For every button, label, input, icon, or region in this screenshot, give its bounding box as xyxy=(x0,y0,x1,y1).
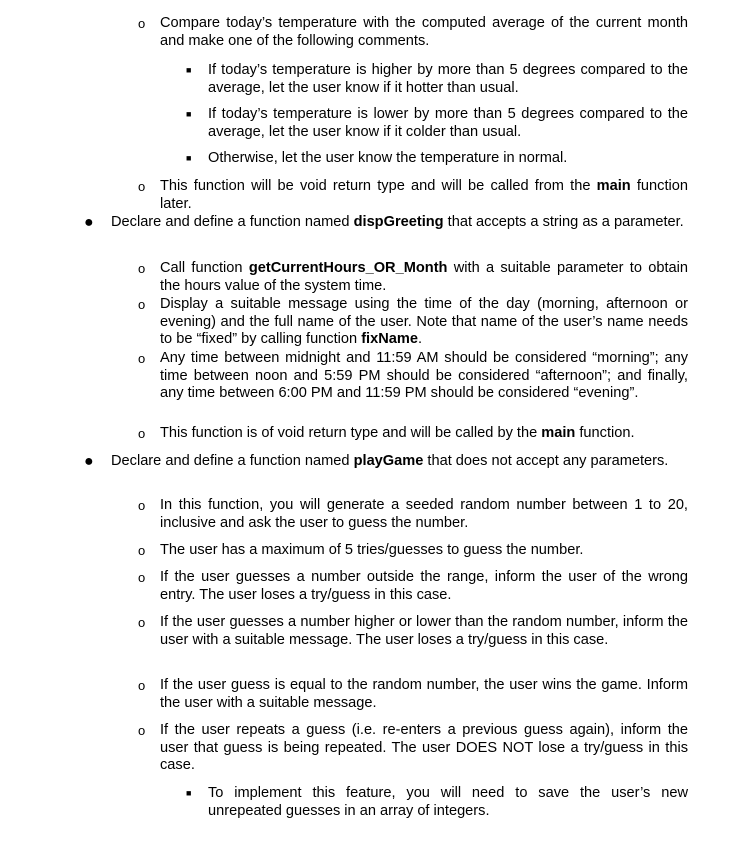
text-run: function later. xyxy=(160,178,688,212)
list-item-text xyxy=(160,722,688,775)
bold-term: dispGreeting xyxy=(353,214,444,230)
text-run: Declare and define a function named xyxy=(111,453,354,469)
list-item-level-2 xyxy=(138,15,688,50)
list-item-text xyxy=(208,62,688,97)
list-item-text xyxy=(160,569,688,604)
list-item-level-2 xyxy=(138,614,688,649)
bullet-circle-icon: o xyxy=(138,678,146,693)
text-run: function. xyxy=(575,425,635,441)
bold-term: playGame xyxy=(353,453,424,469)
bullet-square-icon: ■ xyxy=(186,788,192,798)
text-run: If today’s temperature is higher by more than 5 degrees compared to the average, let the user know if it hotter than usual. xyxy=(208,62,688,96)
bullet-circle-icon: o xyxy=(138,16,146,31)
list-item-level-2 xyxy=(138,497,688,532)
list-item-level-2 xyxy=(138,260,688,295)
bullet-circle-icon: o xyxy=(138,297,146,312)
bullet-square-icon: ■ xyxy=(186,109,192,119)
list-item-text xyxy=(160,677,688,712)
bullet-circle-icon: o xyxy=(138,351,146,366)
text-run: with a suitable parameter to obtain the hours value of the system time. xyxy=(160,260,688,294)
bullet-disc-icon: ● xyxy=(84,453,94,470)
list-item-text xyxy=(160,497,688,532)
bullet-circle-icon: o xyxy=(138,615,146,630)
list-item-text xyxy=(160,350,688,403)
bold-term: getCurrentHours_OR_Month xyxy=(248,260,448,276)
bullet-circle-icon: o xyxy=(138,543,146,558)
text-run: If the user repeats a guess (i.e. re-enters a previous guess again), inform the user that guess is being repeated. The user DOES NOT lose a try/guess in this case. xyxy=(160,722,688,773)
list-item-text xyxy=(160,614,688,649)
list-item-level-1 xyxy=(84,214,688,232)
list-item-level-2 xyxy=(138,569,688,604)
list-item-level-2 xyxy=(138,542,688,560)
text-run: In this function, you will generate a seeded random number between 1 to 20, inclusive and ask the user to guess the number. xyxy=(160,497,688,531)
list-item-text xyxy=(208,150,688,168)
list-item-text xyxy=(160,15,688,50)
text-run: The user has a maximum of 5 tries/guesses to guess the number. xyxy=(160,542,584,558)
text-run: . xyxy=(417,331,423,347)
bullet-circle-icon: o xyxy=(138,570,146,585)
bullet-disc-icon: ● xyxy=(84,214,94,231)
list-item-level-3 xyxy=(186,785,688,820)
bullet-circle-icon: o xyxy=(138,426,146,441)
text-run: If the user guesses a number outside the range, inform the user of the wrong entry. The user loses a try/guess in this case. xyxy=(160,569,688,603)
text-run: Any time between midnight and 11:59 AM should be considered “morning”; any time between noon and 5:59 PM should be considered “afternoon”; and finally, any time between 6:00 PM and 11:59 PM should be considered “evening”. xyxy=(160,350,688,401)
list-item-level-2 xyxy=(138,350,688,403)
list-item-text xyxy=(160,425,688,443)
list-item-text xyxy=(111,453,688,471)
bold-term: fixName xyxy=(361,331,418,347)
list-item-level-2 xyxy=(138,425,688,443)
list-item-text xyxy=(160,178,688,213)
list-item-text xyxy=(160,542,688,560)
list-item-text xyxy=(111,214,688,232)
list-item-text xyxy=(208,106,688,141)
list-item-text xyxy=(208,785,688,820)
text-run: If today’s temperature is lower by more than 5 degrees compared to the average, let the user know if it colder than usual. xyxy=(208,106,688,140)
bullet-circle-icon: o xyxy=(138,723,146,738)
text-run: Call function xyxy=(160,260,249,276)
bullet-circle-icon: o xyxy=(138,261,146,276)
text-run: Otherwise, let the user know the temperature in normal. xyxy=(208,150,568,166)
list-item-level-3 xyxy=(186,106,688,141)
text-run: If the user guess is equal to the random number, the user wins the game. Inform the user with a suitable message. xyxy=(160,677,688,711)
list-item-level-2 xyxy=(138,677,688,712)
bullet-square-icon: ■ xyxy=(186,65,192,75)
list-item-level-2 xyxy=(138,296,688,349)
bullet-circle-icon: o xyxy=(138,179,146,194)
list-item-text xyxy=(160,296,688,349)
text-run: Compare today’s temperature with the computed average of the current month and make one of the following comments. xyxy=(160,15,688,49)
text-run: This function will be void return type and will be called from the xyxy=(160,178,597,194)
list-item-level-2 xyxy=(138,178,688,213)
list-item-text xyxy=(160,260,688,295)
text-run: This function is of void return type and will be called by the xyxy=(160,425,542,441)
text-run: If the user guesses a number higher or lower than the random number, inform the user with a suitable message. The user loses a try/guess in this case. xyxy=(160,614,688,648)
bullet-circle-icon: o xyxy=(138,498,146,513)
text-run: that accepts a string as a parameter. xyxy=(443,214,684,230)
bold-term: main xyxy=(596,178,631,194)
bold-term: main xyxy=(541,425,576,441)
list-item-level-3 xyxy=(186,150,688,168)
text-run: To implement this feature, you will need to save the user’s new unrepeated guesses in an array of integers. xyxy=(208,785,688,819)
text-run: that does not accept any parameters. xyxy=(423,453,669,469)
text-run: Display a suitable message using the time of the day (morning, afternoon or evening) and the full name of the user. Note that name of the user’s name needs to be “fixed” by calling function xyxy=(160,296,688,347)
list-item-level-3 xyxy=(186,62,688,97)
bullet-square-icon: ■ xyxy=(186,153,192,163)
text-run: Declare and define a function named xyxy=(111,214,354,230)
list-item-level-1 xyxy=(84,453,688,471)
list-item-level-2 xyxy=(138,722,688,775)
